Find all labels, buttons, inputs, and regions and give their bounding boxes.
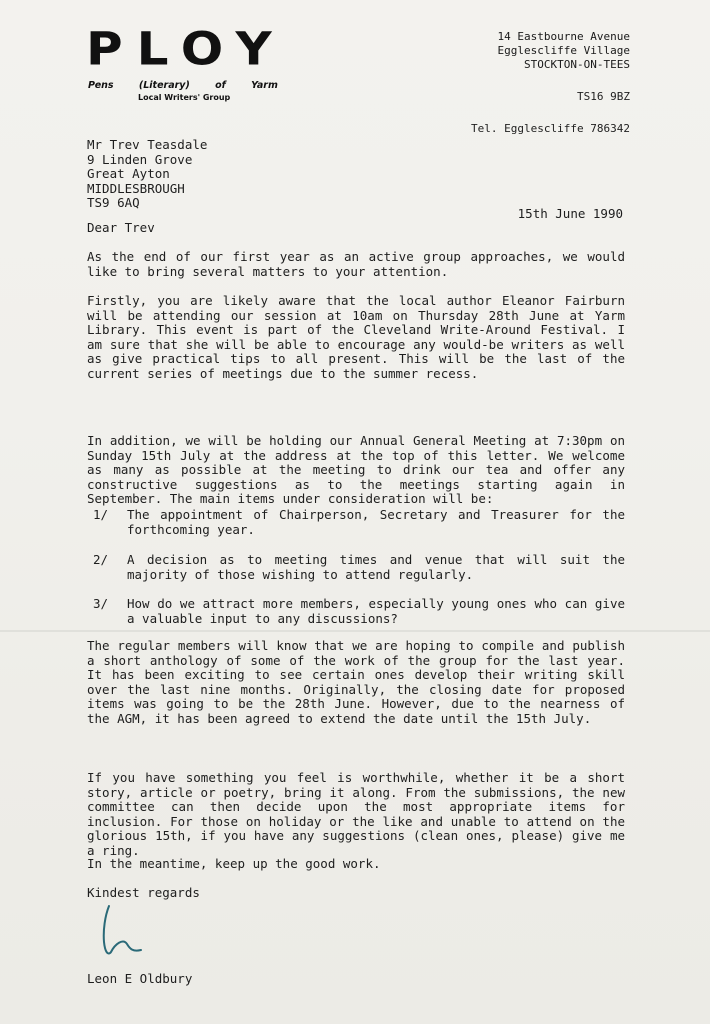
letterhead-tagline: Pens (Literary) of Yarm <box>88 80 278 91</box>
paragraph-intro: As the end of our first year as an active group approaches, we would like to bring several matters to your attention. <box>87 249 625 279</box>
sender-address <box>498 30 630 72</box>
sender-address-line: 14 Eastbourne Avenue <box>497 30 630 43</box>
recipient-line: 9 Linden Grove <box>87 151 193 167</box>
sender-address-line: Egglescliffe Village <box>497 44 630 57</box>
handwritten-signature <box>95 902 145 960</box>
sender-address-line: STOCKTON-ON-TEES <box>524 58 630 71</box>
signatory-name: Leon E Oldbury <box>87 971 193 986</box>
letterhead-subtitle: Local Writers' Group <box>138 93 231 102</box>
sender-telephone: Tel. Egglescliffe 786342 <box>471 122 630 135</box>
salutation: Dear Trev <box>87 220 155 235</box>
agenda-text: How do we attract more members, especially young ones who can give a valuable input to any discussions? <box>127 596 625 626</box>
paragraph-anthology: The regular members will know that we are hoping to compile and publish a short anthology of some of the work of the group for the last year. It has been exciting to see certain ones develop their writing skill over the last nine months. Originally, the closing date for proposed items was going to be the 28th June. However, due to the nearness of the AGM, it has been agreed to extend the date until the 15th July. <box>87 638 625 726</box>
sender-postcode: TS16 9BZ <box>577 90 630 103</box>
paragraph-agm: In addition, we will be holding our Annual General Meeting at 7:30pm on Sunday 15th July at the address at the top of this letter. We welcome as many as possible at the meeting to drink our tea and offer any constructive suggestions as to the meetings starting again in September. The main items under consideration will be: <box>87 433 625 507</box>
agenda-number: 2/ <box>93 552 109 567</box>
letter-date: 15th June 1990 <box>517 206 623 221</box>
letterhead-logo: PLOY <box>86 23 286 76</box>
agenda-text: The appointment of Chairperson, Secretary and Treasurer for the forthcoming year. <box>127 507 625 537</box>
paragraph-submissions: If you have something you feel is worthwhile, whether it be a short story, article or poetry, bring it along. From the submissions, the new committee can then decide upon the most appropriate items for inclusion. For those on holiday or the like and unable to attend on the glorious 15th, if you have any suggestions (clean ones, please) give me a ring. <box>87 770 625 858</box>
paragraph-meantime: In the meantime, keep up the good work. <box>87 856 381 871</box>
recipient-address <box>87 138 207 211</box>
agenda-number: 3/ <box>93 596 109 611</box>
recipient-line: Great Ayton <box>87 166 170 182</box>
closing: Kindest regards <box>87 885 200 900</box>
recipient-line: MIDDLESBROUGH <box>87 180 185 196</box>
recipient-line: Mr Trev Teasdale <box>87 137 208 152</box>
paragraph-author-visit: Firstly, you are likely aware that the local author Eleanor Fairburn will be attending our session at 10am on Thursday 28th June at Yarm Library. This event is part of the Cleveland Write-Around Festival. I am sure that she will be able to encourage any would-be writers as well as give practical tips to all present. This will be the last of the current series of meetings due to the summer recess. <box>87 293 625 381</box>
agenda-number: 1/ <box>93 507 109 522</box>
recipient-line: TS9 6AQ <box>87 195 140 211</box>
agenda-text: A decision as to meeting times and venue that will suit the majority of those wishing to attend regularly. <box>127 552 625 582</box>
paper-fold <box>0 630 710 632</box>
